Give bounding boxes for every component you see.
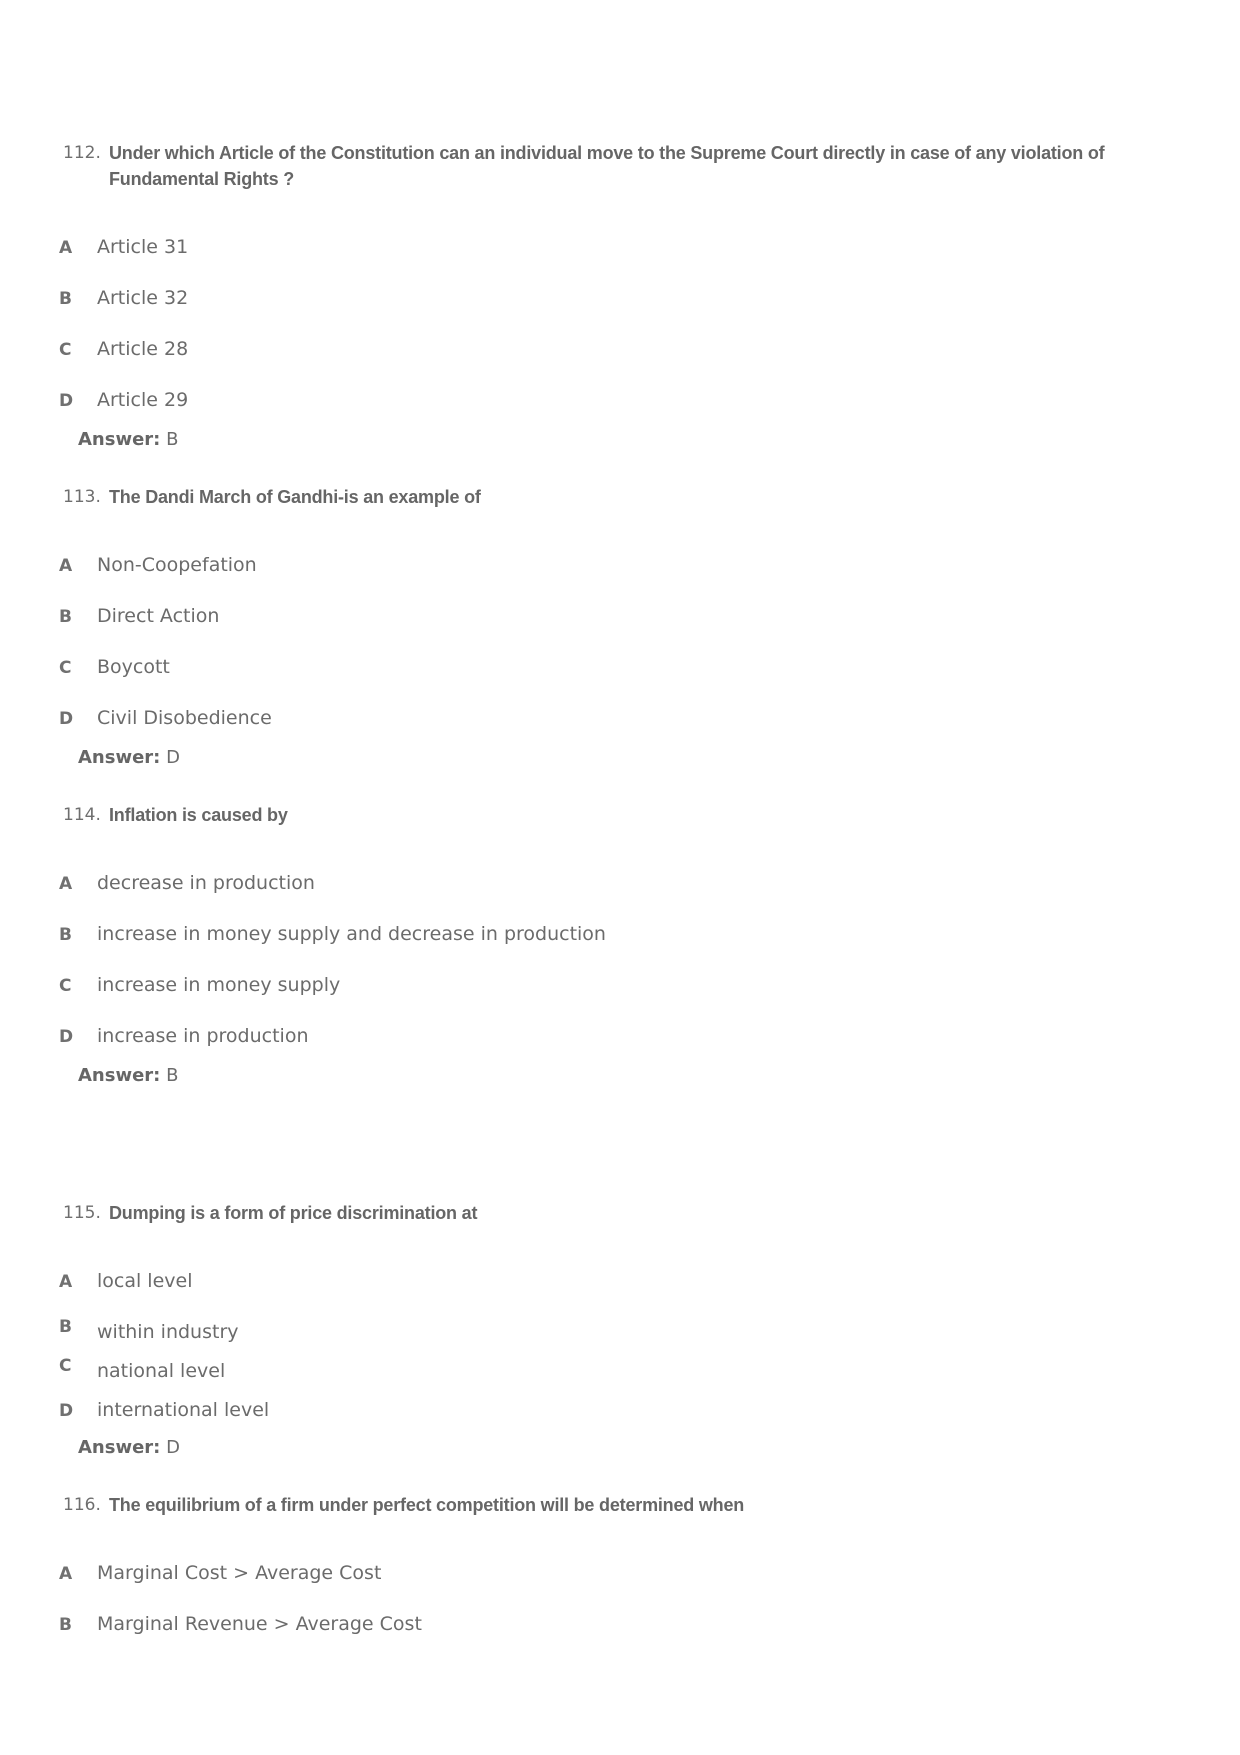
option-letter: C	[59, 976, 72, 996]
option-letter: D	[59, 1027, 74, 1047]
option-text: international level	[97, 1399, 270, 1421]
option-letter: B	[59, 607, 72, 627]
question-text: Inflation is caused by	[109, 805, 288, 825]
option-letter: D	[59, 391, 74, 411]
option-letter: B	[59, 1615, 72, 1635]
answer-label: Answer:	[78, 429, 161, 450]
question-number: 115.	[63, 1203, 101, 1223]
answer-line	[78, 1437, 180, 1458]
option-text: Civil Disobedience	[97, 707, 272, 729]
question-text: The equilibrium of a firm under perfect competition will be determined when	[109, 1495, 745, 1515]
answer-value: D	[166, 1437, 180, 1458]
question-text: Dumping is a form of price discrimination at	[109, 1203, 478, 1223]
option-text: Direct Action	[97, 605, 220, 627]
option-letter: B	[59, 1317, 72, 1337]
question-number: 113.	[63, 487, 101, 507]
option-text: within industry	[97, 1321, 239, 1343]
answer-value: B	[166, 1065, 179, 1086]
option-letter: C	[59, 1356, 72, 1376]
option-letter: C	[59, 658, 72, 678]
option-letter: C	[59, 340, 72, 360]
option-text: increase in money supply	[97, 974, 341, 996]
option-letter: A	[59, 874, 73, 894]
question-number: 114.	[63, 805, 101, 825]
option-letter: A	[59, 1272, 73, 1292]
option-text: Article 31	[97, 236, 189, 258]
option-text: national level	[97, 1360, 226, 1382]
answer-line	[78, 1065, 178, 1086]
option-text: increase in production	[97, 1025, 309, 1047]
question-text: The Dandi March of Gandhi-is an example of	[109, 487, 481, 507]
option-text: Marginal Cost > Average Cost	[97, 1562, 382, 1584]
option-text: Article 32	[97, 287, 189, 309]
option-text: Non-Coopefation	[97, 554, 257, 576]
option-letter: A	[59, 1564, 73, 1584]
option-text: Article 29	[97, 389, 189, 411]
option-letter: B	[59, 289, 72, 309]
answer-line	[78, 429, 178, 450]
option-text: decrease in production	[97, 872, 315, 894]
option-text: local level	[97, 1270, 193, 1292]
option-text: Boycott	[97, 656, 170, 678]
question-number: 116.	[63, 1495, 101, 1515]
answer-label: Answer:	[78, 1065, 161, 1086]
option-letter: D	[59, 1401, 74, 1421]
option-letter: A	[59, 556, 73, 576]
option-text: Marginal Revenue > Average Cost	[97, 1613, 422, 1635]
answer-value: B	[166, 429, 179, 450]
answer-line	[78, 747, 180, 768]
option-letter: B	[59, 925, 72, 945]
option-text: increase in money supply and decrease in production	[97, 923, 606, 945]
option-letter: A	[59, 238, 73, 258]
option-text: Article 28	[97, 338, 189, 360]
option-letter: D	[59, 709, 74, 729]
question-number: 112.	[63, 143, 101, 163]
answer-label: Answer:	[78, 1437, 161, 1458]
answer-value: D	[166, 747, 180, 768]
question-text: Under which Article of the Constitution can an individual move to the Supreme Court directly in case of any violation of Fundamental Rights ?	[109, 143, 1105, 189]
answer-label: Answer:	[78, 747, 161, 768]
